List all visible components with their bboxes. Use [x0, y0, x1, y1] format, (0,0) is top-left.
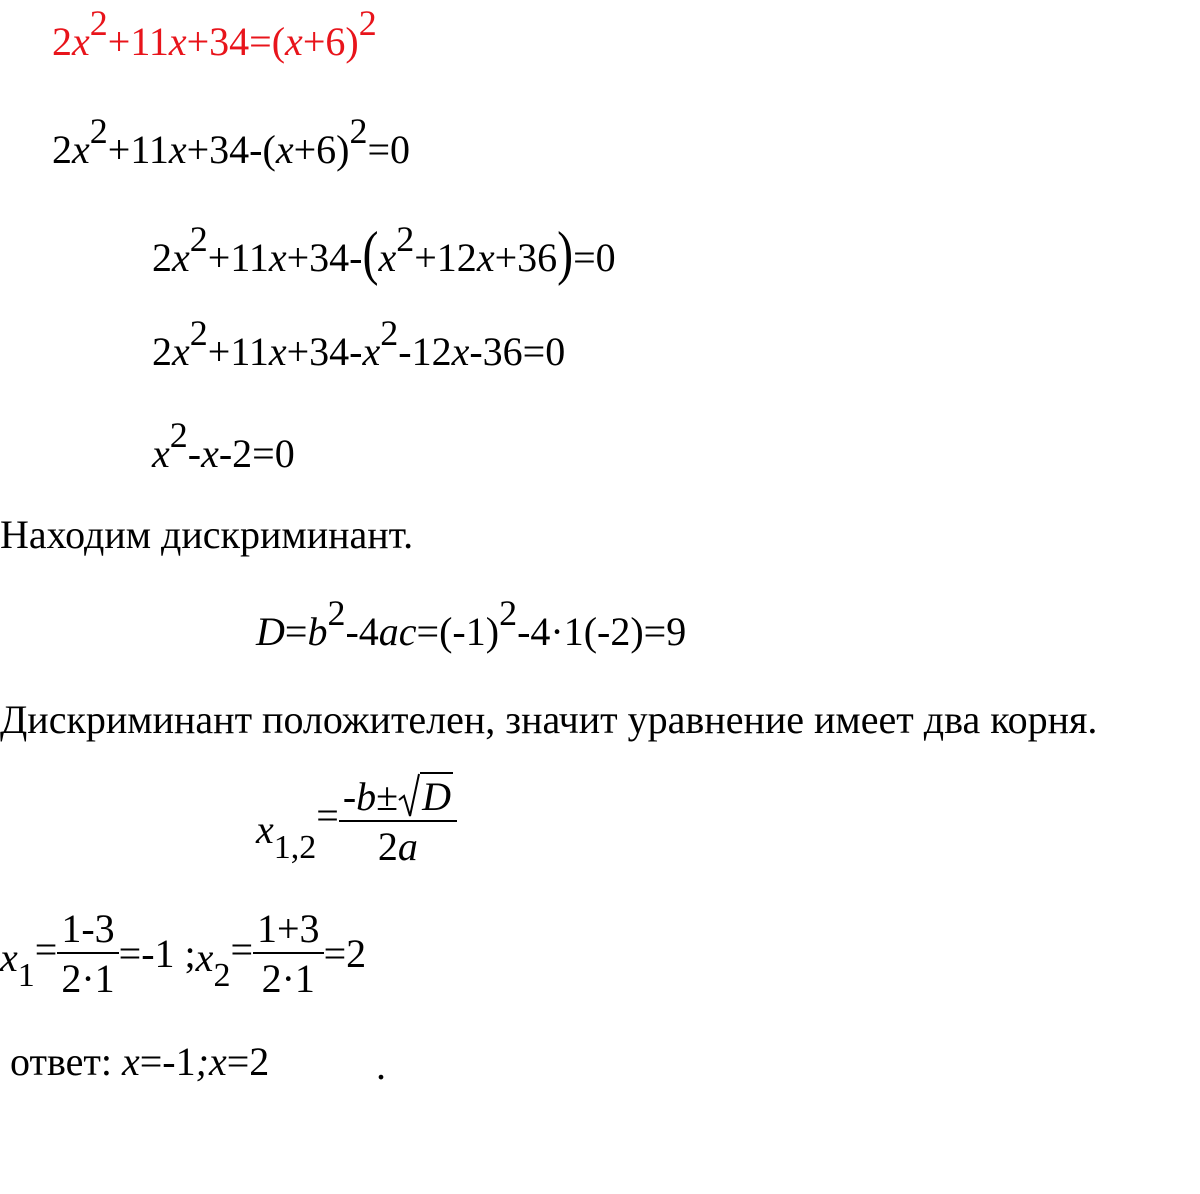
root-fraction: -b± D 2a: [339, 776, 457, 868]
equation-4: $2x^2+11x+34-x^2-12x-36=0$: [152, 312, 566, 374]
text-find-discriminant: Находим дискриминант.: [0, 512, 414, 557]
radical-icon: [398, 772, 420, 818]
text-discriminant-positive: Дискриминант положителен, значит уравнение имеет два корня.: [0, 697, 1098, 742]
answer-line: ответ: x=-1;x=2: [10, 1039, 270, 1084]
root-formula: $x_{1,2}=$ -b± D 2a: [256, 780, 457, 872]
equation-5: $x^2-x-2=0$: [152, 414, 295, 476]
equation-1: $2x^2+11x+34=(x+6)^2$: [52, 2, 377, 64]
equation-3: $2x^2+11x+34-(x^2+12x+36)=0$: [152, 218, 616, 287]
equation-2: $2x^2+11x+34-(x+6)^2=0$: [52, 110, 411, 172]
root1-fraction: $\frac{1-3}{2\cdot 1}$: [57, 908, 118, 1000]
trailing-dot: .: [376, 1043, 386, 1088]
discriminant-formula: $D=b^2-4ac=(-1)^2-4\cdot 1(-2)=9$: [256, 592, 687, 654]
coef: 2: [52, 19, 72, 64]
sqrt-sign: D: [398, 776, 453, 818]
roots-line: $x_1=$ $\frac{1-3}{2\cdot 1}$ =-1 $;x_2=$ $\frac{1+3}{2\cdot 1}$ =2: [0, 906, 367, 1001]
root2-fraction: $\frac{1+3}{2\cdot 1}$: [253, 908, 324, 1000]
